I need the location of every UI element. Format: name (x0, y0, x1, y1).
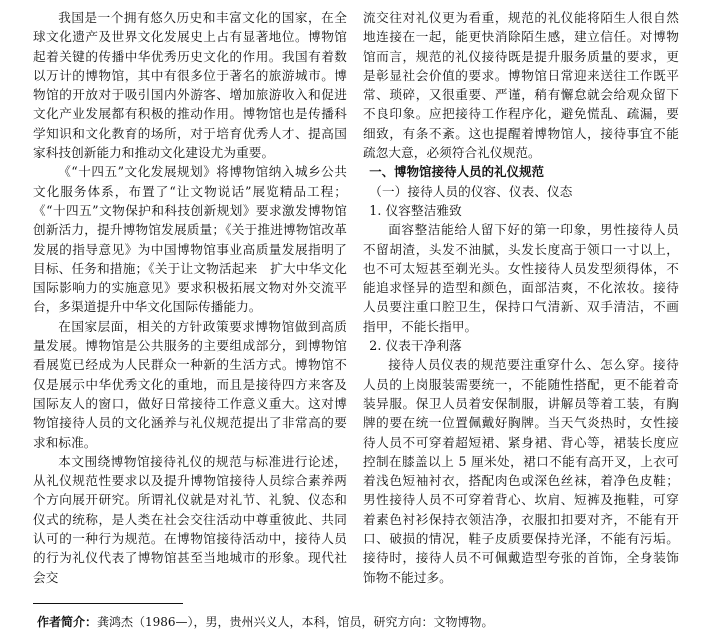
paragraph-intro: 我国是一个拥有悠久历史和丰富文化的国家，在全球文化遗产及世界文化发展史上占有显著地位。博物馆起着关键的传播中华优秀历史文化的作用。我国有着数以万计的博物馆，其中有很多位于著名的旅游城市。博物馆的开放对于吸引国内外游客、增加旅游收入和促进文化产业发展都有积极的推动作用。博物馆也是传播科学知识和文化教育的场所，对于培育优秀人才、提高国家科技创新能力和推动文化建设尤为重要。 (33, 10, 347, 161)
paragraph-appearance: 面容整洁能给人留下好的第一印象，男性接待人员不留胡渣，头发不油腻，头发长度高于领口一寸以上，也不可太短甚至剃光头。女性接待人员发型须得体，不能追求怪异的造型和颜色，面部洁爽，不化浓妆。接待人员要注重口腔卫生，保持口气清新、双手清洁，不画指甲，不能长指甲。 (363, 222, 679, 334)
paragraph-continued: 流交往对礼仪更为看重，规范的礼仪能将陌生人很自然地连接在一起，能更快消除陌生感，建立信任。对博物馆而言，规范的礼仪接待既是提升服务质量的要求，更是彰显社会价值的要求。博物馆日常迎来送往工作既平常、琐碎，又很重要、严谨，稍有懈怠就会给观众留下不良印象。应把接待工作程序化，避免慌乱、疏漏，要细致，有条不紊。这也提醒着博物馆人，接待事宜不能疏忽大意，必须符合礼仪规范。 (363, 10, 679, 161)
left-column (33, 8, 347, 587)
footnote-divider (33, 603, 183, 604)
paragraph-national-level: 在国家层面，相关的方针政策要求博物馆做到高质量发展。博物馆是公共服务的主要组成部分，到博物馆看展览已经成为人民群众一种新的生活方式。博物馆不仅是展示中华优秀文化的重地，而且是接待四方来客及国际友人的窗口，做好日常接待工作意义重大。这对博物馆接待人员的文化涵养与礼仪规范提出了非常高的要求和标准。 (33, 318, 347, 450)
paragraph-attire: 接待人员仪表的规范要注重穿什么、怎么穿。接待人员的上岗服装需要统一，不能随性搭配，更不能着奇装异服。保卫人员着安保制服，讲解员等着工装，有胸牌的要在统一位置佩戴好胸牌。当天气炎热时，女性接待人员不可穿着超短裙、紧身裙、背心等，裙装长度应控制在膝盖以上 5 厘米处，裙口不能有高开叉，上衣可着浅色短袖衬衣，搭配肉色或深色丝袜，着净色皮鞋；男性接待人员不可穿着背心、坎肩、短裤及拖鞋，可穿着素色衬衫保持衣领洁净，衣服扣扣要对齐，不能有开口、破损的情况，鞋子皮质要保持光泽，不能有污垢。接待时，接待人员不可佩戴造型夸张的首饰，全身装饰饰物不能过多。 (363, 357, 679, 585)
author-footnote (37, 614, 677, 630)
paragraph-scope: 本文围绕博物馆接待礼仪的规范与标准进行论述，从礼仪规范性要求以及提升博物馆接待人员综合素养两个方向展开研究。所谓礼仪就是对礼节、礼貌、仪态和仪式的统称，是人类在社会交往活动中尊重彼此、共同认可的一种行为规范。在博物馆接待活动中，接待人员的行为礼仪代表了博物馆甚至当地城市的形象。现代社会交 (33, 453, 347, 585)
right-column (363, 8, 679, 587)
item-heading-attire: 2. 仪表干净利落 (369, 338, 462, 354)
section-heading: 一、博物馆接待人员的礼仪规范 (369, 164, 545, 180)
footnote-text: 龚鸿杰（1986—），男，贵州兴义人，本科，馆员，研究方向：文物博物。 (97, 615, 494, 629)
subsection-heading: （一）接待人员的仪容、仪表、仪态 (369, 183, 573, 199)
paragraph-policy: 《“十四五”文化发展规划》将博物馆纳入城乡公共文化服务体系，布置了“让文物说话”展览精品工程；《“十四五”文物保护和科技创新规划》要求激发博物馆创新活力，提升博物馆发展质量；《关于推进博物馆改革发展的指导意见》为中国博物馆事业高质量发展指明了目标、任务和措施；《关于让文物活起来 扩大中华文化国际影响力的实施意见》要求积极拓展文物对外交流平台，多渠道提升中华文化国际传播能力。 (33, 164, 347, 315)
item-heading-appearance: 1. 仪容整洁雅致 (369, 202, 462, 218)
footnote-label: 作者简介： (37, 615, 98, 629)
